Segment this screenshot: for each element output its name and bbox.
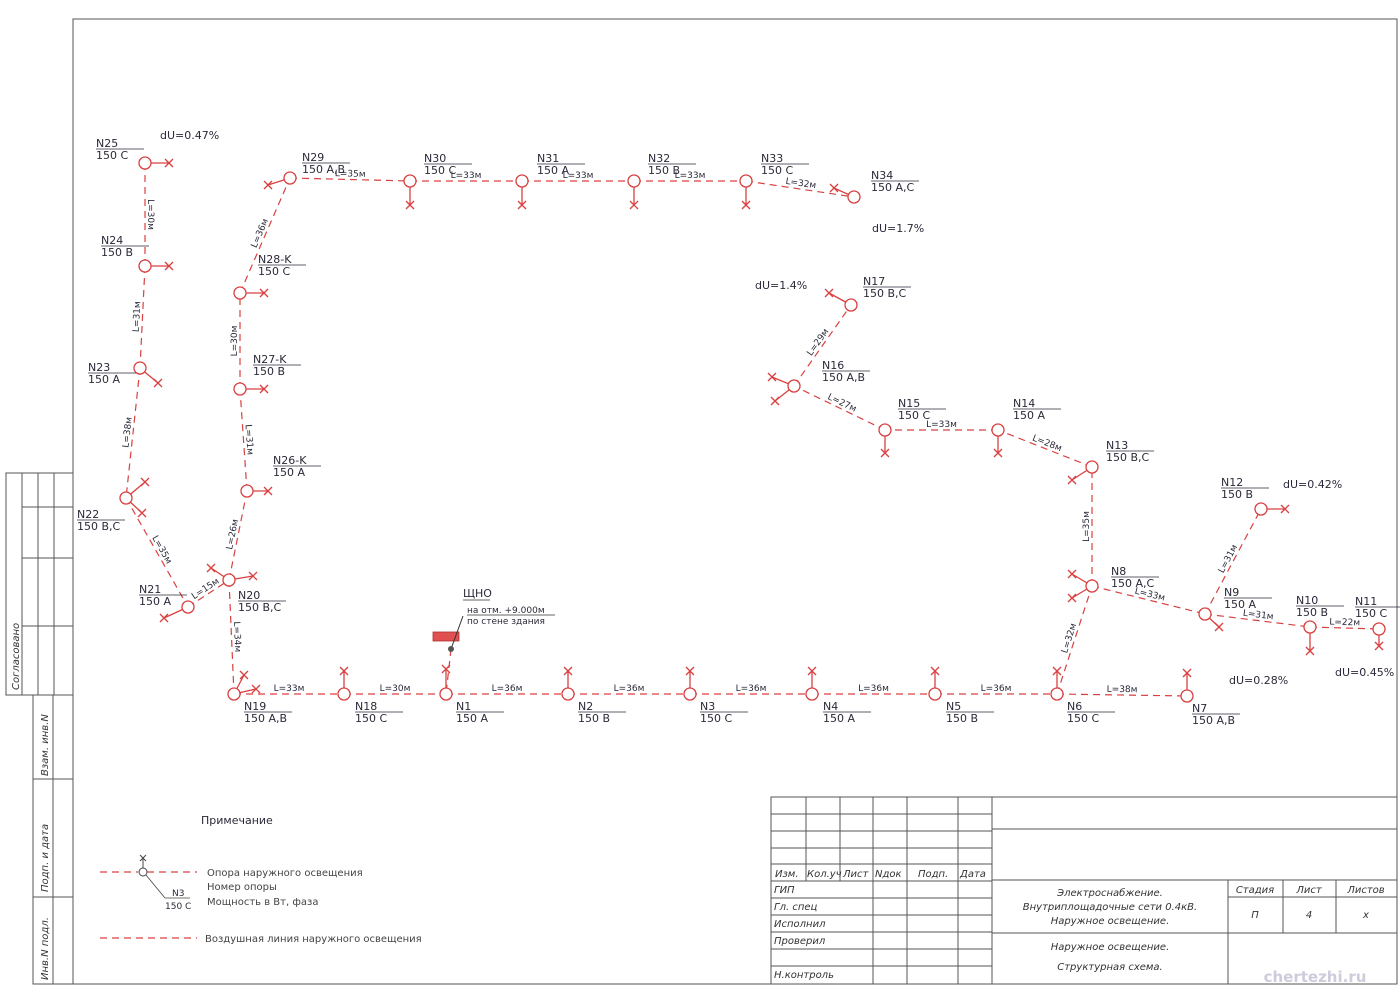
pole-number: N13 <box>1106 439 1129 452</box>
pole-symbol <box>182 601 194 613</box>
panel-note-elevation: на отм. +9.000м <box>467 606 545 616</box>
segment-length-label: L=31м <box>1216 543 1241 576</box>
pole-symbol <box>139 157 151 169</box>
agreed-label: Согласовано <box>11 622 22 690</box>
pole-symbol <box>284 172 296 184</box>
pole-number: N3 <box>700 700 716 713</box>
du-n12: dU=0.42% <box>1283 478 1343 491</box>
tb-h-doc: Nдок <box>875 869 902 880</box>
pole-power-phase: 150 C <box>700 712 733 725</box>
pole-number: N2 <box>578 700 594 713</box>
du-n7: dU=0.28% <box>1229 674 1289 687</box>
side-stamp <box>6 473 73 984</box>
pole-symbol <box>788 380 800 392</box>
pole-power-phase: 150 C <box>1355 607 1388 620</box>
pole-symbol <box>241 485 253 497</box>
pole-N17 <box>825 275 911 311</box>
segment-length-label: L=28м <box>1030 433 1063 455</box>
pole-number: N30 <box>424 152 447 165</box>
pole-number: N23 <box>88 361 111 374</box>
segment-length-label: L=27м <box>825 392 858 415</box>
tb-sheet-value: 4 <box>1305 910 1313 921</box>
pole-power-phase: 150 B <box>648 164 681 177</box>
pole-N3 <box>684 667 748 725</box>
pole-number: N9 <box>1224 586 1240 599</box>
line-segment-N6-N8 <box>1057 586 1092 694</box>
segment-length-label: L=35м <box>1082 511 1092 542</box>
tb-project-line3: Наружное освещение. <box>1050 916 1170 927</box>
line-segment-N15-N16 <box>794 386 885 430</box>
tb-sheet-label: Лист <box>1296 885 1322 896</box>
pole-number: N8 <box>1111 565 1127 578</box>
panel-name: ЩНО <box>463 587 492 600</box>
pole-number: N32 <box>648 152 671 165</box>
legend <box>100 814 422 945</box>
segment-length-label: L=36м <box>249 217 272 250</box>
pole-N34 <box>830 169 919 203</box>
legend-item-power: Мощность в Вт, фаза <box>207 897 319 908</box>
line-segment-N13-N14 <box>998 430 1092 467</box>
pole-power-phase: 150 A <box>1013 409 1046 422</box>
tb-project-line1: Электроснабжение. <box>1057 888 1163 899</box>
segment-length-label: L=33м <box>674 171 706 181</box>
pole-symbol <box>234 383 246 395</box>
segment-length-label: L=33м <box>926 420 957 430</box>
pole-symbol <box>1304 621 1316 633</box>
segment-length-label: L=38м <box>121 416 135 449</box>
pole-power-phase: 150 A <box>1224 598 1257 611</box>
pole-number: N17 <box>863 275 886 288</box>
pole-symbol <box>628 175 640 187</box>
segment-length-label: L=15м <box>190 576 222 602</box>
segment-length-label: L=35м <box>334 169 366 180</box>
legend-title: Примечание <box>201 814 273 827</box>
du-n34: dU=1.7% <box>872 222 925 235</box>
tb-r-norm: Н.контроль <box>774 970 834 981</box>
pole-power-phase: 150 A <box>456 712 489 725</box>
title-block <box>771 797 1397 986</box>
pole-N9 <box>1199 586 1275 631</box>
pole-symbol <box>1051 688 1063 700</box>
tb-h-sheet: Лист <box>843 869 869 880</box>
pole-number: N31 <box>537 152 560 165</box>
legend-sample-power: 150 С <box>165 902 192 912</box>
pole-N19 <box>228 671 292 725</box>
du-n25: dU=0.47% <box>160 129 220 142</box>
segment-length-label: L=38м <box>1106 684 1138 696</box>
pole-symbol <box>1255 503 1267 515</box>
pole-power-phase: 150 A,B <box>302 163 346 176</box>
panel-connection-point <box>448 646 454 652</box>
pole-power-phase: 150 A,B <box>244 712 288 725</box>
pole-N12 <box>1221 476 1289 515</box>
tb-sheets-label: Листов <box>1347 885 1385 896</box>
segment-length-label: L=31м <box>242 423 255 456</box>
tb-project-line2: Внутриплощадочные сети 0.4кВ. <box>1022 902 1198 913</box>
pole-number: N20 <box>238 589 261 602</box>
segment-length-label: L=26м <box>225 518 242 551</box>
pole-number: N15 <box>898 397 921 410</box>
tb-r-gip: ГИП <box>774 885 795 896</box>
pole-symbol <box>1199 608 1211 620</box>
segment-length-label: L=32м <box>1060 622 1080 655</box>
legend-pole-symbol <box>139 868 147 876</box>
panel-note-wall: по стене здания <box>467 617 545 627</box>
pole-symbol <box>120 492 132 504</box>
pole-symbol <box>139 260 151 272</box>
pole-symbol <box>845 299 857 311</box>
pole-N28K <box>234 253 306 299</box>
tb-r-exec: Исполнил <box>774 919 826 930</box>
pole-number: N27-K <box>253 353 287 366</box>
segment-length-label: L=29м <box>805 327 832 359</box>
pole-symbol <box>1373 623 1385 635</box>
pole-power-phase: 150 C <box>761 164 794 177</box>
pole-N27K <box>234 353 301 395</box>
tb-stage-value: П <box>1251 910 1259 921</box>
pole-number: N26-K <box>273 454 307 467</box>
pole-power-phase: 150 B <box>101 246 134 259</box>
pole-number: N25 <box>96 137 119 150</box>
segment-length-label: L=32м <box>784 176 817 192</box>
segment-length-label: L=36м <box>613 684 645 694</box>
segment-length-label: L=36м <box>735 684 767 694</box>
pole-number: N29 <box>302 151 325 164</box>
segment-length-label: L=36м <box>980 684 1012 694</box>
pole-number: N18 <box>355 700 378 713</box>
poles <box>77 137 1400 727</box>
legend-item-line: Воздушная линия наружного освещения <box>205 934 422 945</box>
pole-N11 <box>1355 595 1400 650</box>
pole-symbol <box>1086 580 1098 592</box>
pole-number: N5 <box>946 700 962 713</box>
segment-length-label: L=30м <box>379 684 411 694</box>
pole-power-phase: 150 A,C <box>1111 577 1155 590</box>
pole-power-phase: 150 C <box>355 712 388 725</box>
pole-symbol <box>848 191 860 203</box>
swap-inv-label: Взам. инв.N <box>40 714 51 776</box>
pole-power-phase: 150 A <box>139 595 172 608</box>
segment-length-label: L=22м <box>1329 617 1361 629</box>
segment-length-label: L=30м <box>230 325 240 357</box>
pole-symbol <box>338 688 350 700</box>
pole-symbol <box>806 688 818 700</box>
pole-N4 <box>806 667 871 725</box>
pole-number: N1 <box>456 700 472 713</box>
pole-power-phase: 150 C <box>258 265 291 278</box>
pole-N21 <box>139 583 194 622</box>
segment-length-label: L=36м <box>491 684 523 694</box>
voltage-drops <box>160 129 1394 687</box>
pole-N29 <box>264 151 350 189</box>
pole-number: N24 <box>101 234 124 247</box>
pole-power-phase: 150 C <box>898 409 931 422</box>
sign-date-label: Подп. и дата <box>40 823 51 892</box>
pole-number: N14 <box>1013 397 1036 410</box>
pole-N22 <box>77 478 149 533</box>
pole-symbol <box>929 688 941 700</box>
pole-N6 <box>1051 667 1115 725</box>
pole-number: N4 <box>823 700 839 713</box>
pole-number: N16 <box>822 359 845 372</box>
pole-symbol <box>1181 690 1193 702</box>
tb-h-date: Дата <box>960 869 986 880</box>
pole-symbol <box>684 688 696 700</box>
pole-symbol <box>562 688 574 700</box>
pole-N13 <box>1068 439 1154 484</box>
pole-power-phase: 150 A <box>273 466 306 479</box>
pole-symbol <box>740 175 752 187</box>
pole-power-phase: 150 B,C <box>1106 451 1150 464</box>
segment-length-label: L=31м <box>131 301 144 333</box>
pole-power-phase: 150 A,B <box>822 371 866 384</box>
segment-length-label: L=30м <box>145 199 155 230</box>
pole-number: N28-K <box>258 253 292 266</box>
tb-r-chief: Гл. спец <box>774 902 818 913</box>
pole-N20 <box>207 564 286 614</box>
pole-power-phase: 150 A,C <box>871 181 915 194</box>
pole-N5 <box>929 667 994 725</box>
pole-number: N33 <box>761 152 784 165</box>
pole-power-phase: 150 B,C <box>238 601 282 614</box>
pole-number: N11 <box>1355 595 1378 608</box>
tb-sheet-line1: Наружное освещение. <box>1050 942 1170 953</box>
pole-symbol <box>516 175 528 187</box>
pole-power-phase: 150 A <box>537 164 570 177</box>
pole-symbol <box>1086 461 1098 473</box>
segment-length-label: L=33м <box>562 171 594 181</box>
pole-number: N12 <box>1221 476 1244 489</box>
segment-length-label: L=34м <box>230 621 243 653</box>
du-n17: dU=1.4% <box>755 279 808 292</box>
inv-orig-label: Инв.N подл. <box>40 917 51 980</box>
pole-power-phase: 150 B <box>1221 488 1254 501</box>
pole-power-phase: 150 B <box>946 712 979 725</box>
pole-power-phase: 150 B <box>1296 606 1329 619</box>
pole-power-phase: 150 C <box>424 164 457 177</box>
pole-symbol <box>234 287 246 299</box>
segment-length-label: L=33м <box>450 171 482 181</box>
pole-power-phase: 150 B,C <box>863 287 907 300</box>
tb-r-check: Проверил <box>774 936 826 947</box>
panel-shno <box>433 587 555 652</box>
segment-length-label: L=33м <box>1133 586 1166 604</box>
pole-symbol <box>134 362 146 374</box>
tb-sheets-value: х <box>1363 910 1369 921</box>
legend-item-number: Номер опоры <box>207 882 277 893</box>
tb-h-count: Кол.уч <box>807 869 842 880</box>
pole-power-phase: 150 A,B <box>1192 714 1236 727</box>
pole-power-phase: 150 A <box>823 712 856 725</box>
pole-N18 <box>338 667 403 725</box>
tb-h-change: Изм. <box>775 869 799 880</box>
pole-power-phase: 150 B <box>578 712 611 725</box>
pole-number: N21 <box>139 583 162 596</box>
pole-number: N19 <box>244 700 267 713</box>
watermark: chertezhi.ru <box>1263 968 1367 986</box>
pole-N1 <box>440 665 504 725</box>
pole-symbol <box>879 424 891 436</box>
pole-power-phase: 150 B,C <box>77 520 121 533</box>
pole-symbol <box>404 175 416 187</box>
line-segments <box>121 163 1379 696</box>
segment-length-label: L=31м <box>1242 608 1275 623</box>
pole-power-phase: 150 C <box>96 149 129 162</box>
pole-power-phase: 150 A <box>88 373 121 386</box>
segment-length-label: L=33м <box>273 684 305 694</box>
tb-h-sign: Подп. <box>918 869 949 880</box>
tb-sheet-line2: Структурная схема. <box>1057 962 1163 973</box>
pole-number: N34 <box>871 169 894 182</box>
pole-number: N7 <box>1192 702 1208 715</box>
segment-length-label: L=35м <box>149 534 174 566</box>
pole-N2 <box>562 667 626 725</box>
pole-power-phase: 150 B <box>253 365 286 378</box>
tb-stage-label: Стадия <box>1235 885 1275 896</box>
pole-number: N10 <box>1296 594 1319 607</box>
legend-item-pole: Опора наружного освещения <box>207 868 363 879</box>
pole-symbol <box>223 574 235 586</box>
pole-symbol <box>992 424 1004 436</box>
du-n11: dU=0.45% <box>1335 666 1395 679</box>
pole-number: N6 <box>1067 700 1083 713</box>
pole-N23 <box>88 361 162 387</box>
pole-number: N22 <box>77 508 100 521</box>
pole-power-phase: 150 C <box>1067 712 1100 725</box>
segment-length-label: L=36м <box>858 684 889 694</box>
pole-N24 <box>101 234 173 272</box>
drawing-frame <box>73 19 1397 984</box>
pole-N26K <box>241 454 321 497</box>
pole-symbol <box>440 688 452 700</box>
legend-sample-number: N3 <box>172 889 185 899</box>
pole-symbol <box>228 688 240 700</box>
